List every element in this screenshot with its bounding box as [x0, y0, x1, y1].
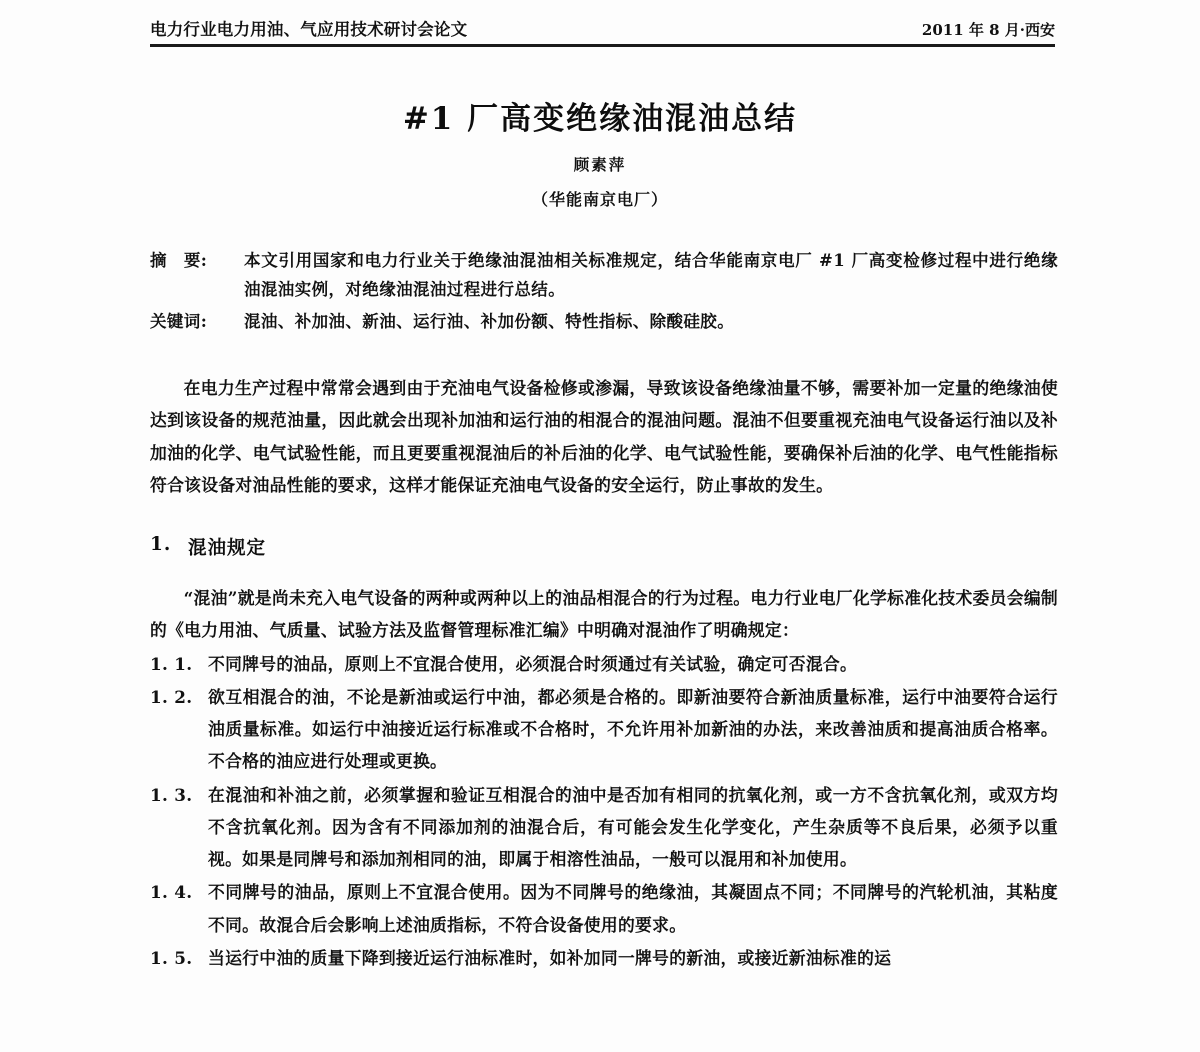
- section-1-lead-paragraph: “混油”就是尚未充入电气设备的两种或两种以上的油品相混合的行为过程。电力行业电厂化学标准化技术委员会编制的《电力用油、气质量、试验方法及监督管理标准汇编》中明确对混油作了明确规定：: [150, 588, 1058, 641]
- author-name: 顾素萍: [573, 154, 627, 174]
- list-item: [150, 681, 1058, 778]
- list-item-text: 欲互相混合的油，不论是新油或运行中油，都必须是合格的。即新油要符合新油质量标准，运行中油要符合运行油质量标准。如运行中油接近运行标准或不合格时，不允许用补加新油的办法，来改善油质和提高油质合格率。不合格的油应进行处理或更换。: [208, 686, 1058, 772]
- list-item: [150, 779, 1058, 876]
- body-column: [150, 246, 1058, 968]
- author-affiliation: （华能南京电厂）: [531, 189, 668, 209]
- title-block: [0, 100, 1200, 210]
- list-item-text: 在混油和补油之前，必须掌握和验证互相混合的油中是否加有相同的抗氧化剂，或一方不含抗氧化剂，或双方均不含抗氧化剂。因为含有不同添加剂的油混合后，有可能会发生化学变化，产生杂质等不良后果，必须予以重视。如果是同牌号和添加剂相同的油，即属于相溶性油品，一般可以混用和补加使用。: [208, 784, 1058, 870]
- page-title: #1 厂高变绝缘油混油总结: [402, 101, 798, 137]
- list-item-text: 当运行中油的质量下降到接近运行油标准时，如补加同一牌号的新油，或接近新油标准的运: [208, 947, 892, 968]
- section-number: 1.: [150, 534, 172, 556]
- list-item-number: 1. 3.: [150, 784, 193, 805]
- list-item-number: 1. 1.: [150, 653, 193, 674]
- list-item-number: 1. 2.: [150, 686, 193, 707]
- abstract-label-char-1: 摘: [150, 251, 167, 270]
- list-item-number: 1. 5.: [150, 947, 193, 968]
- list-item: [150, 942, 1058, 968]
- list-item: [150, 876, 1058, 941]
- header-divider-rule: [150, 44, 1055, 47]
- abstract-text: 本文引用国家和电力行业关于绝缘油混油相关标准规定，结合华能南京电厂 #1 厂高变检修过程中进行绝缘油混油实例，对绝缘油混油过程进行总结。: [244, 251, 1058, 300]
- keywords-label: 关键词:: [150, 311, 208, 331]
- list-item: [150, 648, 1058, 680]
- list-item-number: 1. 4.: [150, 882, 193, 903]
- section-heading-1: [150, 534, 1058, 560]
- keywords-block: [150, 307, 1058, 336]
- abstract-block: [150, 246, 1058, 305]
- introduction-paragraph: 在电力生产过程中常常会遇到由于充油电气设备检修或渗漏，导致该设备绝缘油量不够，需要补加一定量的绝缘油使达到该设备的规范油量，因此就会出现补加油和运行油的相混合的混油问题。混油不但要重视充油电气设备运行油以及补加油的化学、电气试验性能，而且更要重视混油后的补后油的化学、电气试验性能，要确保补后油的化学、电气性能指标符合该设备对油品性能的要求，这样才能保证充油电气设备的安全运行，防止事故的发生。: [150, 378, 1058, 495]
- running-header: [150, 16, 1055, 40]
- section-title: 混油规定: [188, 538, 267, 560]
- keywords-text: 混油、补加油、新油、运行油、补加份额、特性指标、除酸硅胶。: [244, 311, 735, 331]
- abstract-label: [150, 246, 244, 275]
- header-date-location: 2011 年 8 月·西安: [921, 21, 1055, 39]
- abstract-label-char-2: 要:: [183, 251, 208, 270]
- header-conference-title: 电力行业电力用油、气应用技术研讨会论文: [150, 20, 468, 39]
- section-1-body: [150, 582, 1058, 968]
- list-item-text: 不同牌号的油品，原则上不宜混合使用，必须混合时须通过有关试验，确定可否混合。: [208, 653, 858, 674]
- list-item-text: 不同牌号的油品，原则上不宜混合使用。因为不同牌号的绝缘油，其凝固点不同；不同牌号的汽轮机油，其粘度不同。故混合后会影响上述油质指标，不符合设备使用的要求。: [208, 882, 1058, 935]
